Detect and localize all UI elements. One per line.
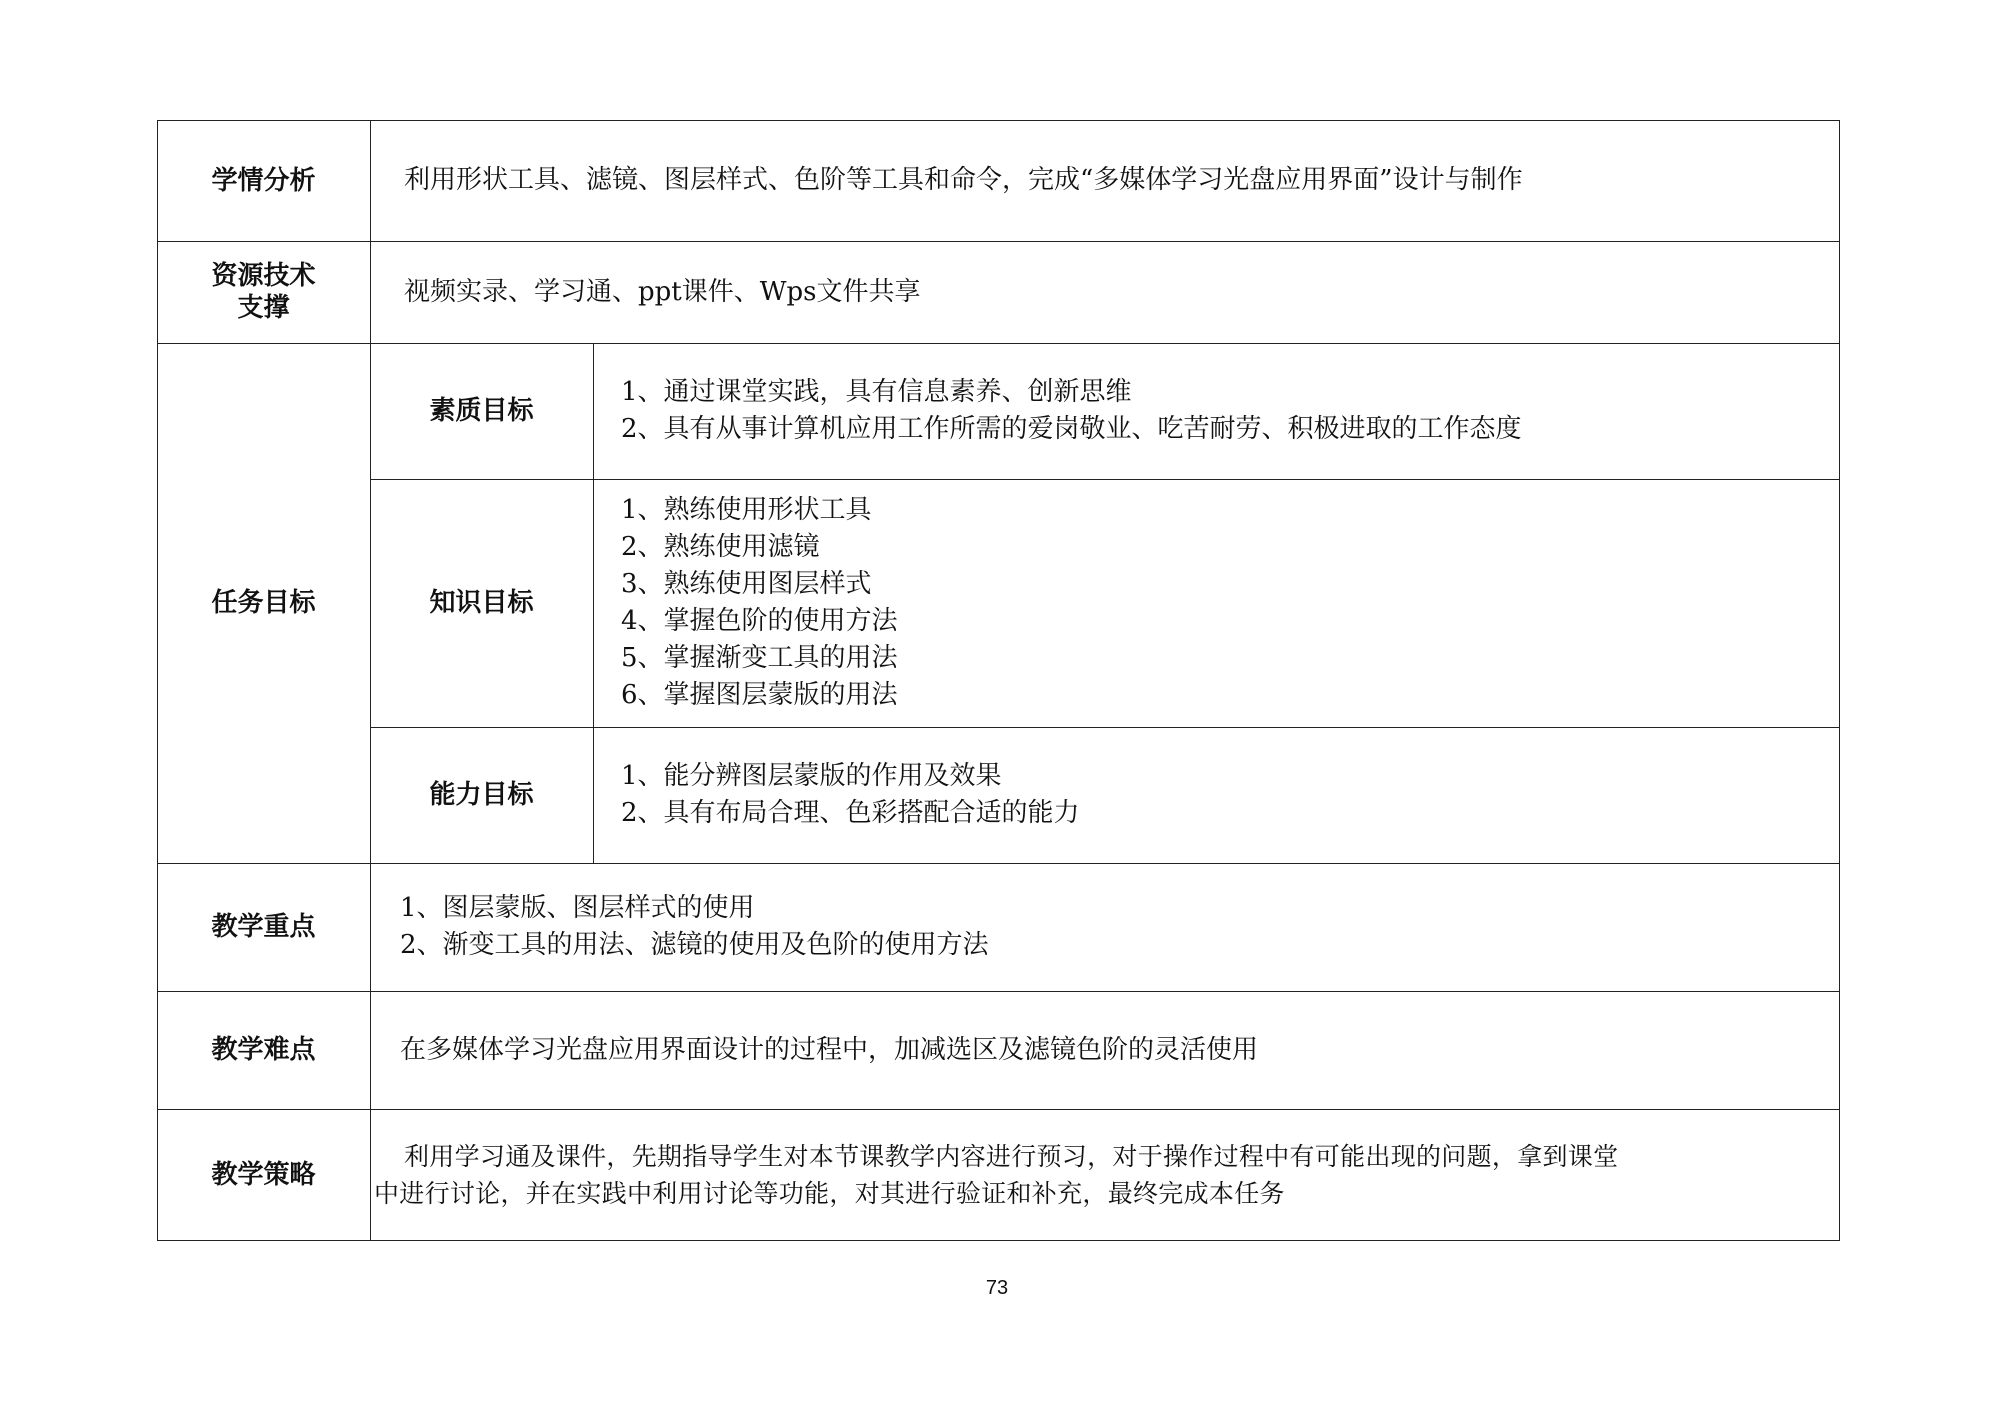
knowledge-goals-content [621,479,1831,727]
resource-support-content [404,241,1824,343]
teaching-key-label: 教学重点 [211,912,316,942]
resource-support-label [157,241,370,343]
learning-analysis-label: 学情分析 [211,165,316,196]
list-item: 1、能分辨图层蒙版的作用及效果 [621,761,1002,791]
list-item: 6、掌握图层蒙版的用法 [621,680,898,710]
list-item: 1、图层蒙版、图层样式的使用 [400,893,755,923]
teaching-difficulty-label: 教学难点 [211,1035,316,1065]
quality-goals-label: 素质目标 [429,396,534,426]
ability-goals-content [621,727,1831,863]
learning-analysis-text: 利用形状工具、滤镜、图层样式、色阶等工具和命令，完成“多媒体学习光盘应用界面”设计与制作 [404,165,1523,195]
resource-support-text: 视频实录、学习通、ppt课件、Wps文件共享 [404,276,921,307]
list-item: 1、熟练使用形状工具 [621,495,872,525]
list-item: 2、熟练使用滤镜 [621,532,820,562]
teaching-strategy-line2: 中进行讨论，并在实践中利用讨论等功能，对其进行验证和补充，最终完成本任务 [374,1179,1285,1208]
column-divider [593,343,594,863]
page-number: 73 [985,1277,1009,1299]
task-goals-label: 任务目标 [211,588,316,618]
list-item: 5、掌握渐变工具的用法 [621,643,898,673]
learning-analysis-content [404,120,1824,241]
ability-goals-label: 能力目标 [429,780,534,810]
teaching-strategy-content [374,1109,1836,1241]
list-item: 2、具有布局合理、色彩搭配合适的能力 [621,798,1080,828]
teaching-difficulty-content [400,991,1820,1109]
list-item: 1、通过课堂实践，具有信息素养、创新思维 [621,377,1132,407]
resource-support-label-line2: 支撑 [237,293,290,323]
teaching-key-content [400,863,1820,991]
resource-support-label-line1: 资源技术 [211,261,316,291]
list-item: 4、掌握色阶的使用方法 [621,606,898,636]
quality-goals-content [621,343,1831,479]
teaching-strategy-line1: 利用学习通及课件，先期指导学生对本节课教学内容进行预习，对于操作过程中有可能出现的问题，拿到课堂 [404,1142,1619,1171]
list-item: 3、熟练使用图层样式 [621,569,872,599]
list-item: 2、具有从事计算机应用工作所需的爱岗敬业、吃苦耐劳、积极进取的工作态度 [621,414,1522,444]
list-item: 2、渐变工具的用法、滤镜的使用及色阶的使用方法 [400,930,989,960]
teaching-difficulty-text: 在多媒体学习光盘应用界面设计的过程中，加减选区及滤镜色阶的灵活使用 [400,1034,1259,1065]
teaching-strategy-label: 教学策略 [211,1160,316,1190]
knowledge-goals-label: 知识目标 [429,588,534,618]
